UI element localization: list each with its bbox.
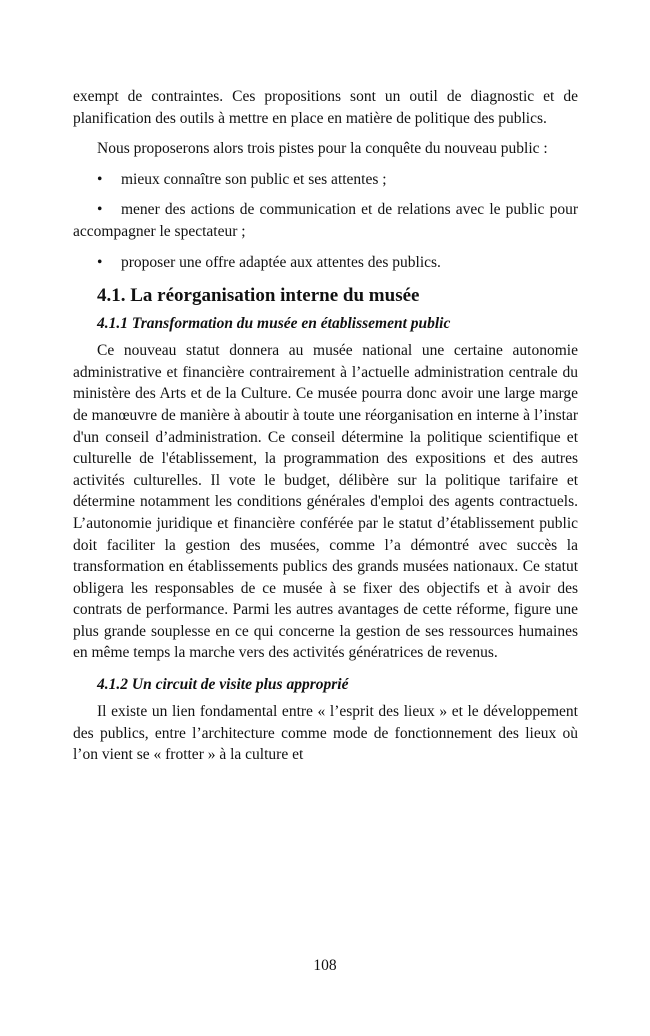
bullet-item	[73, 199, 578, 242]
page-number: 108	[313, 957, 337, 974]
bullet-icon: •	[97, 201, 103, 219]
bullet-text: mener des actions de communication et de relations avec le public pour accompagner le spectateur ;	[73, 201, 578, 240]
bullet-item	[73, 169, 578, 191]
paragraph-circuit: Il existe un lien fondamental entre « l’esprit des lieux » et le développement des publics, entre l’architecture comme mode de fonctionnement des lieux où l’on vient se « frotter » à la culture et	[73, 703, 578, 764]
page-content	[73, 86, 578, 766]
paragraph-pistes: Nous proposerons alors trois pistes pour la conquête du nouveau public :	[97, 140, 548, 158]
paragraph-transformation: Ce nouveau statut donnera au musée national une certaine autonomie administrative et financière contrairement à l’actuelle administration centrale du ministère des Arts et de la Culture. Ce musée pourra donc avoir une large marge de manœuvre de manière à aboutir à toute une réorganisation en interne à l’instar d'un conseil d’administration. Ce conseil détermine la politique scientifique et culturelle de l'établissement, la programmation des expositions et des autres activités culturelles. Il vote le budget, délibère sur la politique tarifaire et détermine notamment les conditions générales d'emploi des agents contractuels. L’autonomie juridique et financière conférée par le statut d’établissement public doit faciliter la gestion des musées, comme l’a démontré avec succès la transformation en établissements publics des grands musées nationaux. Ce statut obligera les responsables de ce musée à se fixer des objectifs et à avoir des contrats de performance. Parmi les autres avantages de cette réforme, figure une plus grande souplesse en ce qui concerne la gestion de ses ressources humaines en même temps la marche vers des activités génératrices de revenus.	[73, 342, 578, 662]
bullet-item	[73, 252, 578, 274]
subsection-heading-circuit: 4.1.2 Un circuit de visite plus approprié	[97, 676, 349, 694]
bullet-text: mieux connaître son public et ses attentes ;	[121, 170, 387, 188]
bullet-text: proposer une offre adaptée aux attentes des publics.	[121, 253, 441, 271]
bullet-icon: •	[97, 170, 103, 188]
section-heading: 4.1. La réorganisation interne du musée	[97, 285, 420, 307]
bullet-icon: •	[97, 253, 103, 271]
subsection-heading-transformation: 4.1.1 Transformation du musée en établissement public	[97, 315, 451, 333]
paragraph-intro: exempt de contraintes. Ces propositions sont un outil de diagnostic et de planification des outils à mettre en place en matière de politique des publics.	[73, 88, 578, 127]
